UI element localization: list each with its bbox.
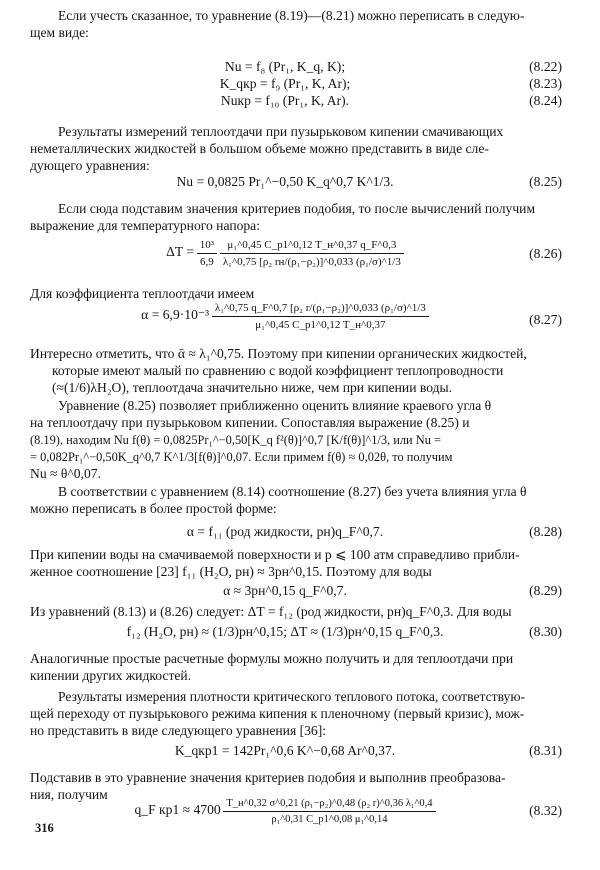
text-line: (8.19), находим Nu f(θ) = 0,0825Pr₁^−0,50[K_q f²(θ)]^0,7 [K/f(θ)]^1/3, или Nu = [30,433,442,447]
text-line: выражение для температурного напора: [30,218,260,233]
text-line: Если учесть сказанное, то уравнение (8.19)—(8.21) можно переписать в следую- [58,8,525,23]
text-line: (≈(1/6)λH₂O), теплоотдача значительно ниже, чем при кипении воды. [52,380,453,395]
equation-number: (8.24) [529,93,562,108]
text-line: щей переходу от пузырькового режима кипения к пленочному (первый кризис), мож- [30,706,525,721]
text-line: но представить в виде следующего уравнения [36]: [30,723,327,738]
text-line: ния, получим [30,787,108,802]
eq-fraction [220,238,404,269]
equation-number: (8.25) [529,174,562,189]
text-line: Для коэффициента теплоотдачи имеем [30,286,255,301]
eq-coef-denominator: 6,9 [200,256,214,268]
text-line: При кипении воды на смачиваемой поверхности и p ⩽ 100 атм справедливо прибли- [30,547,520,562]
equation-8-31: K_qкр1 = 142Pr₁^0,6 K^−0,68 Ar^0,37. [174,743,396,758]
eq-coef-numerator: 10³ [197,238,217,254]
eq-numerator: T_н^0,32 σ^0,21 (ρ₁−ρ₂)^0,48 (ρ₂ r)^0,36 λ₁^0,4 [223,797,435,812]
equation-8-26 [80,238,490,269]
text-line: женное соотношение [23] f₁₁ (H₂O, pн) ≈ 3pн^0,15. Поэтому для воды [30,564,432,579]
equation-8-25: Nu = 0,0825 Pr₁^−0,50 K_q^0,7 K^1/3. [176,174,394,189]
text-line: Интересно отметить, что ᾱ ≈ λ₁^0,75. Поэтому при кипении органических жидкостей, [30,346,527,361]
text-line: щем виде: [30,25,89,40]
eq-denominator: λ₁^0,75 [ρ₂ rн/(ρ₁−ρ₂)]^0,033 (ρ₁/σ)^1/3 [222,256,401,268]
eq-numerator: μ₁^0,45 C_p1^0,12 T_н^0,37 q_F^0,3 [220,238,404,254]
eq-fraction [223,797,435,826]
text-line: = 0,082Pr₁^−0,50K_q^0,7 K^1/3[f(θ)]^0,07. Если примем f(θ) ≈ 0,02θ, то получим [30,450,453,464]
eq-numerator: λ₁^0,75 q_F^0,7 [ρ₂ r/(ρ₁−ρ₂)]^0,033 (ρ₁/σ)^1/3 [212,301,429,317]
text-line: Уравнение (8.25) позволяет приближенно оценить влияние краевого угла θ [58,398,492,413]
equation-8-23: K_qкр = f₉ (Pr₁, K, Ar); [219,76,351,91]
equation-number: (8.28) [529,524,562,539]
text-line: неметаллических жидкостей в большом объеме можно представить в виде сле- [30,141,489,156]
text-line: Аналогичные простые расчетные формулы можно получить и для теплоотдачи при [30,651,514,666]
text-line: дующего уравнения: [30,158,150,173]
text-line: Результаты измерения плотности критического теплового потока, соответствую- [58,689,525,704]
equation-number: (8.29) [529,583,562,598]
eq-denominator: ρ₁^0,31 C_p1^0,08 μ₁^0,14 [271,814,388,825]
equation-number: (8.23) [529,76,562,91]
text-line: которые имеют малый по сравнению с водой коэффициент теплопроводности [52,363,504,378]
text-line: Подставив в это уравнение значения критериев подобия и выполнив преобразова- [30,770,506,785]
text-line: на теплоотдачу при пузырьковом кипении. Сопоставляя выражение (8.25) и [30,415,470,430]
eq-lhs: ΔT = [166,244,195,260]
equation-number: (8.32) [529,803,562,818]
text-line: Из уравнений (8.13) и (8.26) следует: ΔT = f₁₂ (род жидкости, pн)q_F^0,3. Для воды [30,604,512,619]
eq-coef [197,238,217,269]
equation-8-30: f₁₂ (H₂O, pн) ≈ (1/3)pн^0,15; ΔT ≈ (1/3)pн^0,15 q_F^0,3. [126,624,444,639]
eq-fraction [212,301,429,332]
text-line: кипении других жидкостей. [30,668,192,683]
eq-lhs: q_F кр1 ≈ 4700 [134,801,221,817]
equation-8-27 [80,301,490,332]
equation-number: (8.27) [529,312,562,327]
equation-8-22: Nu = f₈ (Pr₁, K_q, K); [224,59,346,74]
equation-8-28: α = f₁₁ (род жидкости, pн)q_F^0,7. [186,524,384,539]
equation-8-24: Nuкр = f₁₀ (Pr₁, K, Ar). [220,93,350,108]
equation-number: (8.30) [529,624,562,639]
eq-lhs: α = 6,9·10⁻³ [141,307,210,323]
equation-number: (8.22) [529,59,562,74]
text-line: Результаты измерений теплоотдачи при пузырьковом кипении смачивающих [58,124,504,139]
equation-8-29: α ≈ 3pн^0,15 q_F^0,7. [223,583,347,598]
equation-number: (8.31) [529,743,562,758]
text-line: можно переписать в более простой форме: [30,501,277,516]
equation-8-32 [80,797,490,826]
text-line: Если сюда подставим значения критериев подобия, то после вычислений получим [58,201,536,216]
text-line: Nu ≈ θ^0,07. [30,466,101,481]
text-line: В соответствии с уравнением (8.14) соотношение (8.27) без учета влияния угла θ [58,484,527,499]
page-number: 316 [35,821,54,835]
equation-number: (8.26) [529,246,562,261]
eq-denominator: μ₁^0,45 C_p1^0,12 T_н^0,37 [255,319,386,331]
